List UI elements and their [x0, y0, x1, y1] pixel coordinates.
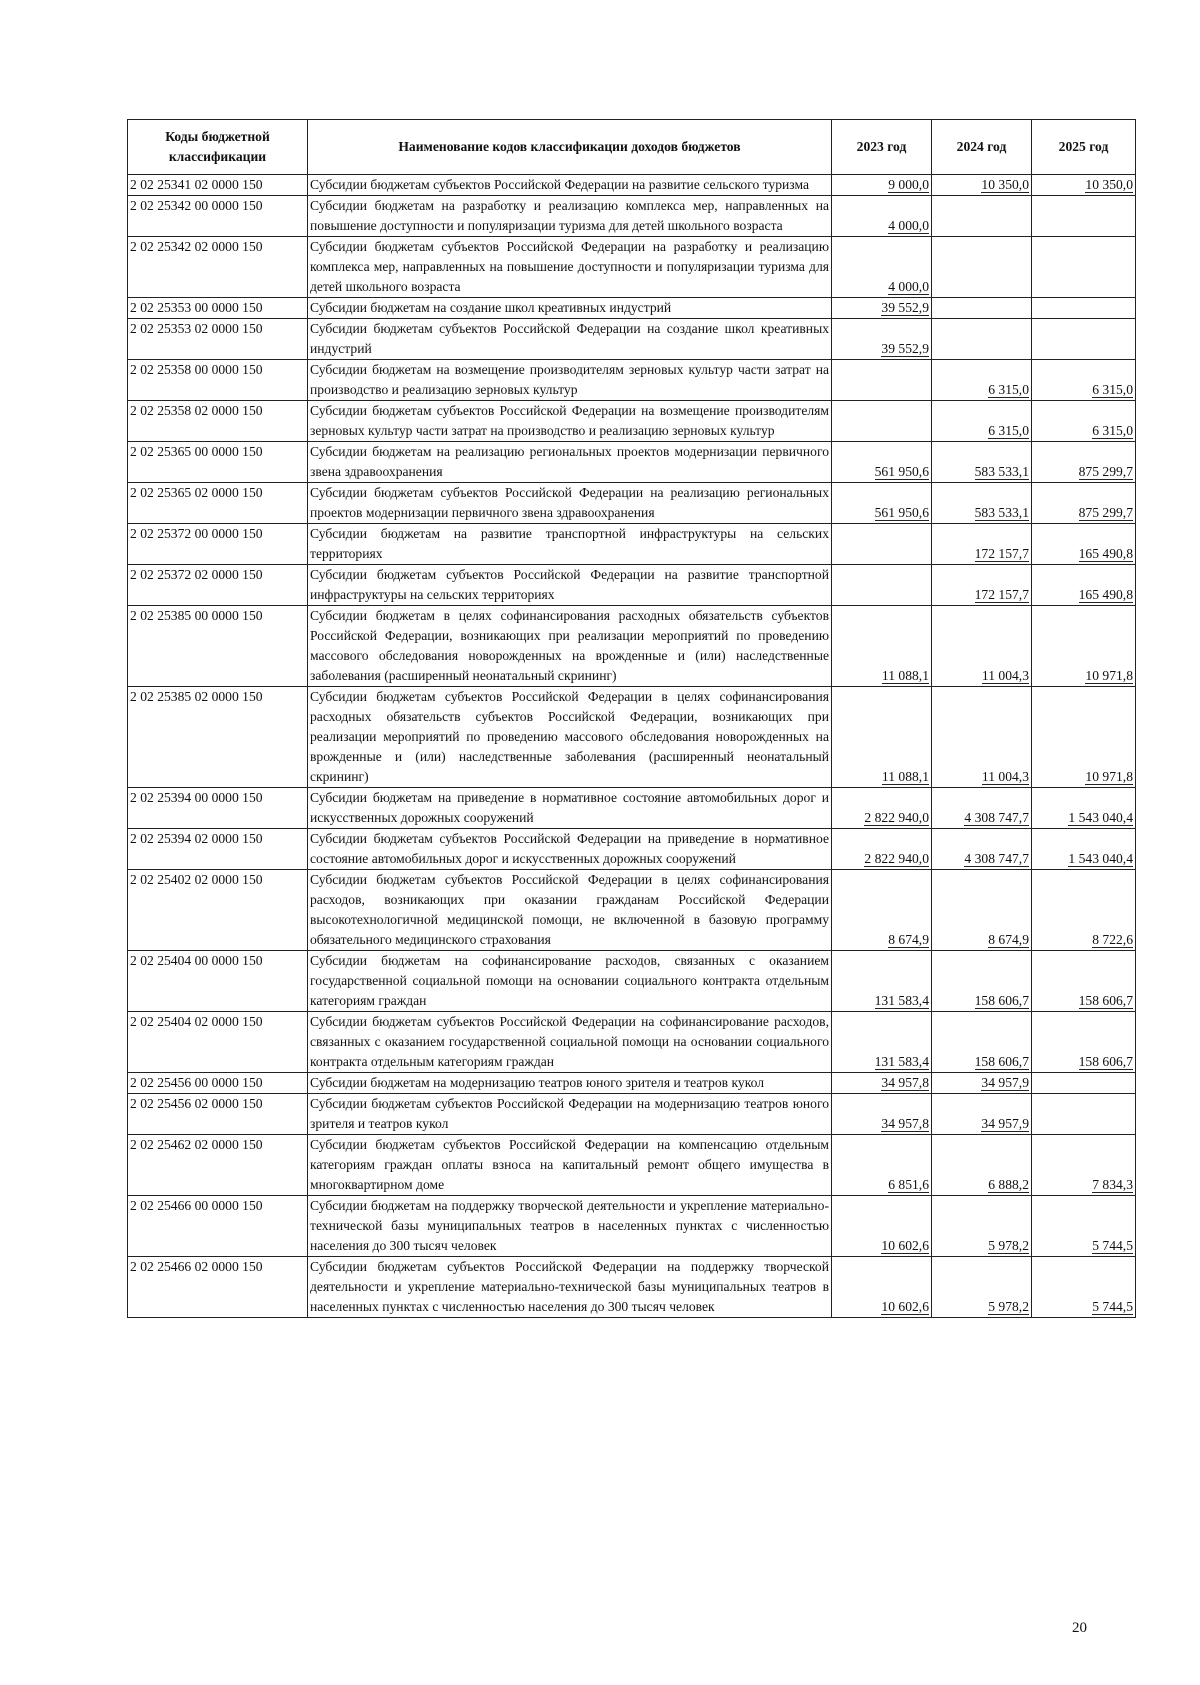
amount-value: 10 971,8 — [1085, 769, 1133, 784]
table-row — [128, 1257, 1136, 1318]
table-body — [128, 175, 1136, 1318]
budget-revenue-table — [127, 119, 1136, 1318]
table-row — [128, 788, 1136, 829]
classification-name: Субсидии бюджетам на разработку и реализацию комплекса мер, направленных на повышение доступности и популяризации туризма для детей школьного возраста — [308, 196, 832, 237]
amount-2025 — [1032, 237, 1136, 298]
header-2025: 2025 год — [1032, 120, 1136, 175]
amount-2024 — [932, 298, 1032, 319]
table-row — [128, 1073, 1136, 1094]
table-row — [128, 175, 1136, 196]
header-2024: 2024 год — [932, 120, 1032, 175]
table-row — [128, 1012, 1136, 1073]
classification-name: Субсидии бюджетам на софинансирование расходов, связанных с оказанием государственной социальной помощи на основании социального контракта отдельным категориям граждан — [308, 951, 832, 1012]
amount-value: 10 602,6 — [881, 1238, 929, 1253]
amount-value: 39 552,9 — [881, 341, 929, 356]
amount-value: 34 957,8 — [881, 1116, 929, 1131]
classification-code: 2 02 25404 02 0000 150 — [128, 1012, 308, 1073]
amount-value: 158 606,7 — [1078, 993, 1133, 1008]
amount-value: 4 000,0 — [888, 279, 929, 294]
amount-2023 — [832, 1073, 932, 1094]
amount-2024 — [932, 360, 1032, 401]
amount-value: 11 004,3 — [981, 668, 1029, 683]
table-row — [128, 687, 1136, 788]
amount-2023 — [832, 1257, 932, 1318]
amount-2023 — [832, 237, 932, 298]
classification-name: Субсидии бюджетам на развитие транспортной инфраструктуры на сельских территориях — [308, 524, 832, 565]
amount-2024 — [932, 606, 1032, 687]
table-header-row — [128, 120, 1136, 175]
classification-code: 2 02 25466 00 0000 150 — [128, 1196, 308, 1257]
amount-2024 — [932, 524, 1032, 565]
classification-code: 2 02 25385 00 0000 150 — [128, 606, 308, 687]
classification-name: Субсидии бюджетам субъектов Российской Федерации на возмещение производителям зерновых культур части затрат на производство и реализацию зерновых культур — [308, 401, 832, 442]
amount-value: 6 315,0 — [1092, 382, 1133, 397]
amount-2024 — [932, 951, 1032, 1012]
amount-value: 158 606,7 — [974, 1054, 1029, 1069]
amount-value: 2 822 940,0 — [864, 810, 929, 825]
amount-2024 — [932, 442, 1032, 483]
classification-name: Субсидии бюджетам субъектов Российской Федерации на приведение в нормативное состояние автомобильных дорог и искусственных дорожных сооружений — [308, 829, 832, 870]
amount-2025 — [1032, 1257, 1136, 1318]
table-row — [128, 829, 1136, 870]
amount-value: 8 722,6 — [1092, 932, 1133, 947]
classification-code: 2 02 25358 02 0000 150 — [128, 401, 308, 442]
amount-2024 — [932, 1257, 1032, 1318]
table-row — [128, 606, 1136, 687]
amount-2024 — [932, 565, 1032, 606]
amount-2023 — [832, 1094, 932, 1135]
amount-value: 11 088,1 — [881, 668, 929, 683]
amount-2025 — [1032, 442, 1136, 483]
page-number: 20 — [1072, 1620, 1087, 1636]
table-row — [128, 319, 1136, 360]
amount-2023 — [832, 483, 932, 524]
amount-value: 11 004,3 — [981, 769, 1029, 784]
classification-code: 2 02 25394 02 0000 150 — [128, 829, 308, 870]
classification-name: Субсидии бюджетам субъектов Российской Федерации на создание школ креативных индустрий — [308, 319, 832, 360]
amount-2025 — [1032, 829, 1136, 870]
amount-2024 — [932, 1012, 1032, 1073]
amount-2023 — [832, 319, 932, 360]
amount-2023 — [832, 951, 932, 1012]
amount-2023 — [832, 524, 932, 565]
amount-2023 — [832, 1012, 932, 1073]
amount-2024 — [932, 788, 1032, 829]
amount-value: 4 308 747,7 — [964, 810, 1029, 825]
amount-2025 — [1032, 175, 1136, 196]
amount-2024 — [932, 237, 1032, 298]
classification-code: 2 02 25353 02 0000 150 — [128, 319, 308, 360]
classification-name: Субсидии бюджетам субъектов Российской Федерации в целях софинансирования расходных обязательств субъектов Российской Федерации, возникающих при реализации мероприятий по проведению массового обследования новорожденных на врожденные и (или) наследственные заболевания (расширенный неонатальный скрининг) — [308, 687, 832, 788]
amount-2025 — [1032, 298, 1136, 319]
amount-2023 — [832, 788, 932, 829]
amount-2025 — [1032, 606, 1136, 687]
classification-name: Субсидии бюджетам в целях софинансирования расходных обязательств субъектов Российской Федерации, возникающих при реализации мероприятий по проведению массового обследования новорожденных на врожденные и (или) наследственные заболевания (расширенный неонатальный скрининг) — [308, 606, 832, 687]
amount-2023 — [832, 175, 932, 196]
amount-value: 6 315,0 — [988, 382, 1029, 397]
amount-2024 — [932, 829, 1032, 870]
classification-code: 2 02 25358 00 0000 150 — [128, 360, 308, 401]
amount-2025 — [1032, 483, 1136, 524]
amount-2023 — [832, 1135, 932, 1196]
amount-value: 10 971,8 — [1085, 668, 1133, 683]
amount-value: 34 957,8 — [881, 1075, 929, 1090]
amount-value: 5 978,2 — [988, 1238, 1029, 1253]
amount-2025 — [1032, 196, 1136, 237]
classification-name: Субсидии бюджетам субъектов Российской Федерации на развитие транспортной инфраструктуры на сельских территориях — [308, 565, 832, 606]
amount-2024 — [932, 1094, 1032, 1135]
amount-value: 4 308 747,7 — [964, 851, 1029, 866]
amount-2025 — [1032, 1094, 1136, 1135]
classification-name: Субсидии бюджетам субъектов Российской Федерации на софинансирование расходов, связанных с оказанием государственной социальной помощи на основании социального контракта отдельным категориям граждан — [308, 1012, 832, 1073]
amount-2025 — [1032, 788, 1136, 829]
amount-value: 6 851,6 — [888, 1177, 929, 1192]
amount-2023 — [832, 687, 932, 788]
amount-2024 — [932, 1073, 1032, 1094]
classification-name: Субсидии бюджетам субъектов Российской Федерации на реализацию региональных проектов модернизации первичного звена здравоохранения — [308, 483, 832, 524]
amount-2023 — [832, 565, 932, 606]
header-name: Наименование кодов классификации доходов бюджетов — [308, 120, 832, 175]
classification-name: Субсидии бюджетам на поддержку творческой деятельности и укрепление материально-технической базы муниципальных театров в населенных пунктах с численностью населения до 300 тысяч человек — [308, 1196, 832, 1257]
amount-2024 — [932, 1196, 1032, 1257]
classification-name: Субсидии бюджетам субъектов Российской Федерации на развитие сельского туризма — [308, 175, 832, 196]
table-row — [128, 237, 1136, 298]
classification-code: 2 02 25372 02 0000 150 — [128, 565, 308, 606]
classification-code: 2 02 25394 00 0000 150 — [128, 788, 308, 829]
amount-2023 — [832, 606, 932, 687]
amount-value: 8 674,9 — [988, 932, 1029, 947]
amount-value: 10 350,0 — [1085, 177, 1133, 192]
classification-name: Субсидии бюджетам субъектов Российской Федерации на поддержку творческой деятельности и укрепление материально-технической базы муниципальных театров в населенных пунктах с численностью населения до 300 тысяч человек — [308, 1257, 832, 1318]
classification-code: 2 02 25456 00 0000 150 — [128, 1073, 308, 1094]
classification-code: 2 02 25353 00 0000 150 — [128, 298, 308, 319]
amount-2025 — [1032, 1073, 1136, 1094]
amount-2025 — [1032, 687, 1136, 788]
classification-code: 2 02 25365 00 0000 150 — [128, 442, 308, 483]
amount-value: 1 543 040,4 — [1068, 810, 1133, 825]
amount-2025 — [1032, 319, 1136, 360]
amount-2024 — [932, 1135, 1032, 1196]
amount-2025 — [1032, 1135, 1136, 1196]
amount-value: 34 957,9 — [981, 1075, 1029, 1090]
header-codes: Коды бюджетной классификации — [128, 120, 308, 175]
amount-value: 561 950,6 — [874, 505, 929, 520]
classification-name: Субсидии бюджетам субъектов Российской Федерации на модернизацию театров юного зрителя и театров кукол — [308, 1094, 832, 1135]
amount-2024 — [932, 319, 1032, 360]
table-row — [128, 442, 1136, 483]
classification-name: Субсидии бюджетам субъектов Российской Федерации в целях софинансирования расходов, возникающих при оказании гражданам Российской Федерации высокотехнологичной медицинской помощи, не включенной в базовую программу обязательного медицинского страхования — [308, 870, 832, 951]
classification-name: Субсидии бюджетам субъектов Российской Федерации на разработку и реализацию комплекса мер, направленных на повышение доступности и популяризации туризма для детей школьного возраста — [308, 237, 832, 298]
amount-2023 — [832, 196, 932, 237]
classification-code: 2 02 25365 02 0000 150 — [128, 483, 308, 524]
amount-value: 158 606,7 — [974, 993, 1029, 1008]
amount-value: 8 674,9 — [888, 932, 929, 947]
amount-value: 10 602,6 — [881, 1299, 929, 1314]
amount-value: 6 315,0 — [1092, 423, 1133, 438]
amount-value: 131 583,4 — [874, 1054, 929, 1069]
classification-name: Субсидии бюджетам на возмещение производителям зерновых культур части затрат на производство и реализацию зерновых культур — [308, 360, 832, 401]
amount-2025 — [1032, 1012, 1136, 1073]
table-row — [128, 951, 1136, 1012]
table-row — [128, 565, 1136, 606]
amount-value: 5 744,5 — [1092, 1238, 1133, 1253]
amount-value: 158 606,7 — [1078, 1054, 1133, 1069]
amount-2024 — [932, 483, 1032, 524]
amount-2024 — [932, 196, 1032, 237]
classification-code: 2 02 25456 02 0000 150 — [128, 1094, 308, 1135]
amount-value: 875 299,7 — [1078, 464, 1133, 479]
classification-code: 2 02 25342 02 0000 150 — [128, 237, 308, 298]
amount-value: 2 822 940,0 — [864, 851, 929, 866]
classification-name: Субсидии бюджетам на приведение в нормативное состояние автомобильных дорог и искусственных дорожных сооружений — [308, 788, 832, 829]
amount-value: 34 957,9 — [981, 1116, 1029, 1131]
classification-code: 2 02 25385 02 0000 150 — [128, 687, 308, 788]
amount-value: 5 978,2 — [988, 1299, 1029, 1314]
amount-2024 — [932, 401, 1032, 442]
amount-value: 39 552,9 — [881, 300, 929, 315]
classification-name: Субсидии бюджетам субъектов Российской Федерации на компенсацию отдельным категориям граждан оплаты взноса на капитальный ремонт общего имущества в многоквартирном доме — [308, 1135, 832, 1196]
amount-value: 9 000,0 — [888, 177, 929, 192]
amount-value: 172 157,7 — [974, 546, 1029, 561]
table-row — [128, 1135, 1136, 1196]
amount-value: 5 744,5 — [1092, 1299, 1133, 1314]
amount-2023 — [832, 1196, 932, 1257]
amount-value: 7 834,3 — [1092, 1177, 1133, 1192]
classification-code: 2 02 25466 02 0000 150 — [128, 1257, 308, 1318]
amount-2025 — [1032, 951, 1136, 1012]
classification-name: Субсидии бюджетам на создание школ креативных индустрий — [308, 298, 832, 319]
table-row — [128, 1196, 1136, 1257]
amount-2025 — [1032, 565, 1136, 606]
amount-value: 875 299,7 — [1078, 505, 1133, 520]
header-2023: 2023 год — [832, 120, 932, 175]
amount-value: 561 950,6 — [874, 464, 929, 479]
amount-2023 — [832, 298, 932, 319]
amount-2024 — [932, 687, 1032, 788]
table-row — [128, 483, 1136, 524]
classification-code: 2 02 25462 02 0000 150 — [128, 1135, 308, 1196]
amount-2025 — [1032, 360, 1136, 401]
table-row — [128, 196, 1136, 237]
table-row — [128, 1094, 1136, 1135]
classification-code: 2 02 25341 02 0000 150 — [128, 175, 308, 196]
amount-value: 172 157,7 — [974, 587, 1029, 602]
table-row — [128, 870, 1136, 951]
classification-code: 2 02 25404 00 0000 150 — [128, 951, 308, 1012]
amount-value: 4 000,0 — [888, 218, 929, 233]
table-row — [128, 401, 1136, 442]
amount-value: 131 583,4 — [874, 993, 929, 1008]
classification-name: Субсидии бюджетам на реализацию региональных проектов модернизации первичного звена здравоохранения — [308, 442, 832, 483]
amount-value: 1 543 040,4 — [1068, 851, 1133, 866]
amount-2025 — [1032, 1196, 1136, 1257]
table-row — [128, 298, 1136, 319]
classification-name: Субсидии бюджетам на модернизацию театров юного зрителя и театров кукол — [308, 1073, 832, 1094]
amount-2025 — [1032, 870, 1136, 951]
amount-2023 — [832, 401, 932, 442]
amount-2024 — [932, 870, 1032, 951]
amount-2023 — [832, 442, 932, 483]
amount-value: 10 350,0 — [981, 177, 1029, 192]
table-row — [128, 524, 1136, 565]
amount-2023 — [832, 360, 932, 401]
table-row — [128, 360, 1136, 401]
amount-2025 — [1032, 524, 1136, 565]
classification-code: 2 02 25372 00 0000 150 — [128, 524, 308, 565]
amount-2023 — [832, 870, 932, 951]
amount-value: 6 888,2 — [988, 1177, 1029, 1192]
amount-2025 — [1032, 401, 1136, 442]
amount-value: 6 315,0 — [988, 423, 1029, 438]
classification-code: 2 02 25342 00 0000 150 — [128, 196, 308, 237]
amount-2023 — [832, 829, 932, 870]
amount-value: 583 533,1 — [974, 505, 1029, 520]
amount-value: 583 533,1 — [974, 464, 1029, 479]
amount-value: 11 088,1 — [881, 769, 929, 784]
amount-value: 165 490,8 — [1078, 546, 1133, 561]
amount-2024 — [932, 175, 1032, 196]
classification-code: 2 02 25402 02 0000 150 — [128, 870, 308, 951]
amount-value: 165 490,8 — [1078, 587, 1133, 602]
